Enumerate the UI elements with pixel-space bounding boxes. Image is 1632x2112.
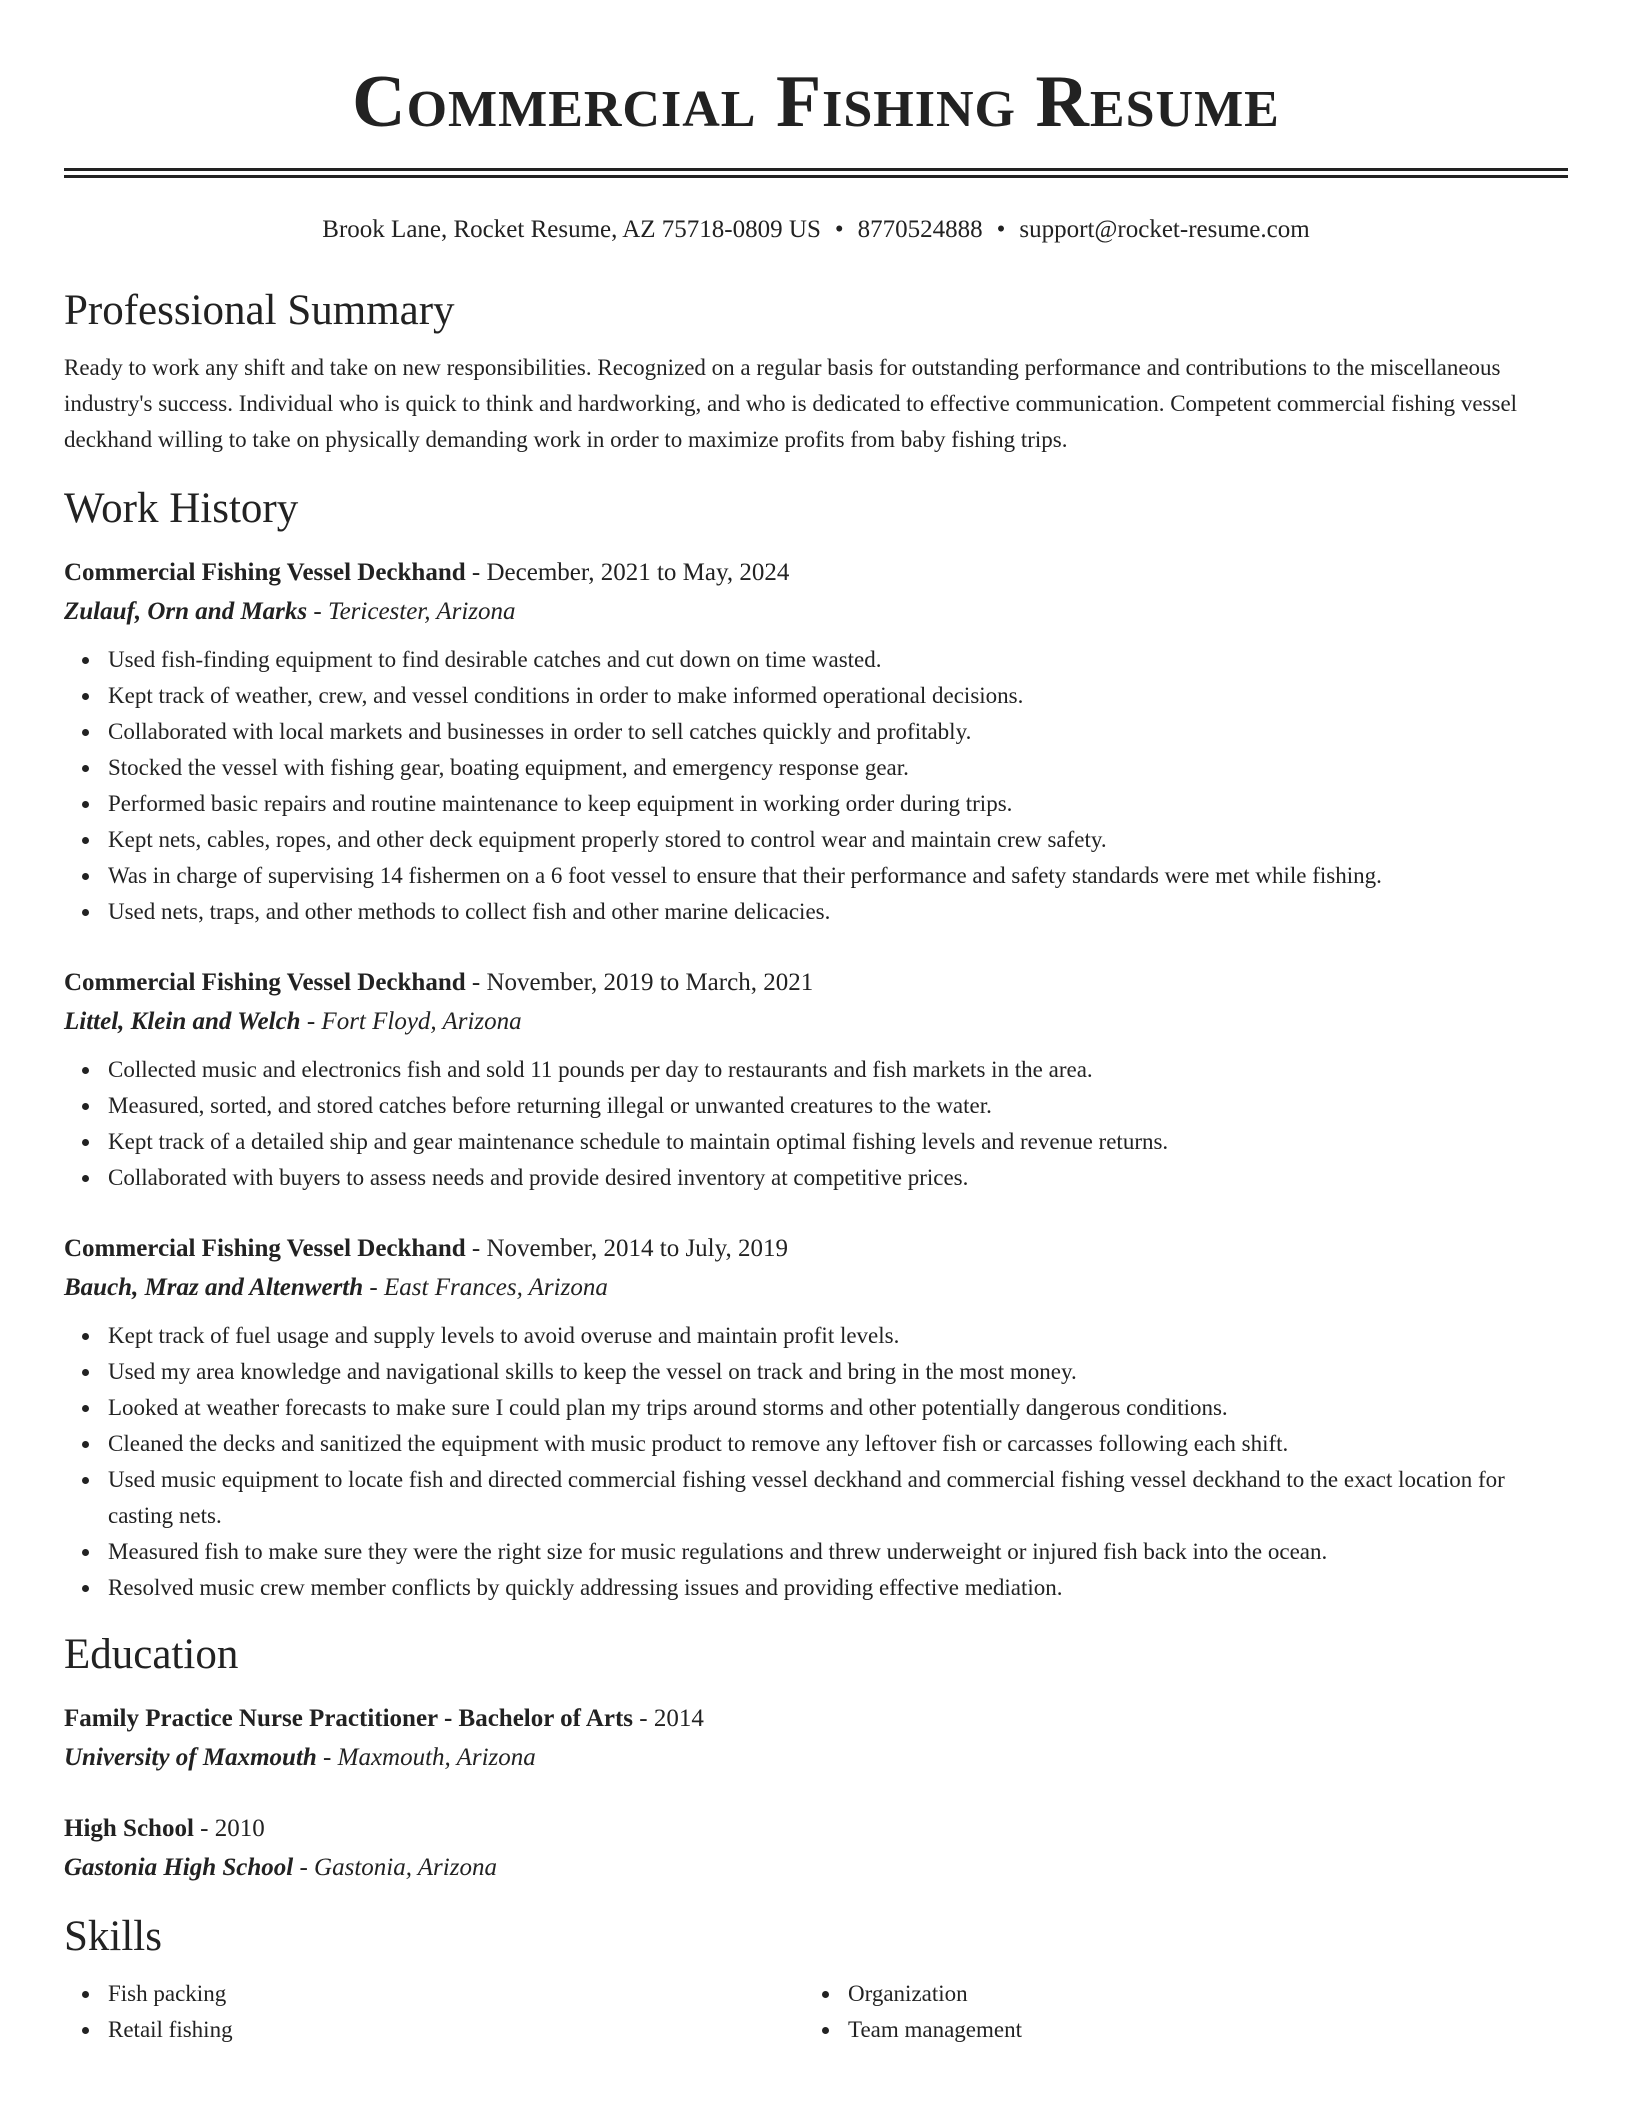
school-line xyxy=(64,1738,1568,1778)
list-item: Collaborated with buyers to assess needs and provide desired inventory at competitive prices. xyxy=(108,1160,1568,1196)
school-line xyxy=(64,1848,1568,1888)
degree-name: High School xyxy=(64,1815,194,1842)
contact-separator: • xyxy=(834,216,844,243)
section-title-summary: Professional Summary xyxy=(64,287,455,334)
section-title-skills: Skills xyxy=(64,1913,162,1960)
degree-line xyxy=(64,1810,1568,1848)
contact-separator: • xyxy=(996,216,1006,243)
skill-item: Organization xyxy=(848,1976,1544,2012)
school-name: University of Maxmouth xyxy=(64,1744,317,1771)
job-dates: - December, 2021 to May, 2024 xyxy=(465,559,790,586)
education-entry xyxy=(64,1810,1568,1888)
skills-list xyxy=(64,1976,804,2048)
employer-line xyxy=(64,592,1568,632)
list-item: Performed basic repairs and routine maintenance to keep equipment in working order during trips. xyxy=(108,786,1568,822)
resume-name: Commercial Fishing Resume xyxy=(352,61,1280,143)
list-item: Looked at weather forecasts to make sure I could plan my trips around storms and other potentially dangerous conditions. xyxy=(108,1390,1568,1426)
list-item: Stocked the vessel with fishing gear, boating equipment, and emergency response gear. xyxy=(108,750,1568,786)
contact-address: Brook Lane, Rocket Resume, AZ 75718-0809 US xyxy=(322,216,821,243)
employer-name: Bauch, Mraz and Altenwerth xyxy=(64,1274,364,1301)
list-item: Measured fish to make sure they were the right size for music regulations and threw underweight or injured fish back into the ocean. xyxy=(108,1534,1568,1570)
job-bullets xyxy=(64,1052,1568,1196)
degree-name: Family Practice Nurse Practitioner - Bachelor of Arts xyxy=(64,1705,634,1732)
list-item: Cleaned the decks and sanitized the equipment with music product to remove any leftover fish or carcasses following each shift. xyxy=(108,1426,1568,1462)
job-dates: - November, 2014 to July, 2019 xyxy=(465,1235,788,1262)
list-item: Kept track of a detailed ship and gear maintenance schedule to maintain optimal fishing levels and revenue returns. xyxy=(108,1124,1568,1160)
degree-line xyxy=(64,1700,1568,1738)
job-title-line xyxy=(64,964,1568,1002)
contact-line xyxy=(64,214,1568,246)
job-dates: - November, 2019 to March, 2021 xyxy=(465,969,814,996)
list-item: Used nets, traps, and other methods to collect fish and other marine delicacies. xyxy=(108,894,1568,930)
employer-name: Zulauf, Orn and Marks xyxy=(64,598,308,625)
list-item: Collected music and electronics fish and sold 11 pounds per day to restaurants and fish markets in the area. xyxy=(108,1052,1568,1088)
job-role: Commercial Fishing Vessel Deckhand xyxy=(64,559,466,586)
list-item: Used music equipment to locate fish and directed commercial fishing vessel deckhand and commercial fishing vessel deckhand to the exact location for casting nets. xyxy=(108,1462,1568,1534)
education-entry xyxy=(64,1700,1568,1778)
school-location: - Maxmouth, Arizona xyxy=(316,1744,536,1771)
section-title-work-history: Work History xyxy=(64,485,299,532)
list-item: Used fish-finding equipment to find desirable catches and cut down on time wasted. xyxy=(108,642,1568,678)
job-entry xyxy=(64,1230,1568,1606)
list-item: Resolved music crew member conflicts by quickly addressing issues and providing effective mediation. xyxy=(108,1570,1568,1606)
job-role: Commercial Fishing Vessel Deckhand xyxy=(64,1235,466,1262)
skills-column-right xyxy=(804,1976,1544,2048)
degree-year: - 2014 xyxy=(633,1705,704,1732)
list-item: Kept nets, cables, ropes, and other deck equipment properly stored to control wear and maintain crew safety. xyxy=(108,822,1568,858)
list-item: Measured, sorted, and stored catches before returning illegal or unwanted creatures to the water. xyxy=(108,1088,1568,1124)
job-bullets xyxy=(64,642,1568,930)
employer-line xyxy=(64,1268,1568,1308)
employer-location: - Fort Floyd, Arizona xyxy=(300,1008,522,1035)
skills-list xyxy=(804,1976,1544,2048)
skill-item: Fish packing xyxy=(108,1976,804,2012)
contact-email: support@rocket-resume.com xyxy=(1019,216,1310,243)
list-item: Kept track of weather, crew, and vessel conditions in order to make informed operational decisions. xyxy=(108,678,1568,714)
skill-item: Retail fishing xyxy=(108,2012,804,2048)
employer-location: - Tericester, Arizona xyxy=(307,598,516,625)
school-name: Gastonia High School xyxy=(64,1854,294,1881)
list-item: Was in charge of supervising 14 fishermen on a 6 foot vessel to ensure that their performance and safety standards were met while fishing. xyxy=(108,858,1568,894)
list-item: Kept track of fuel usage and supply levels to avoid overuse and maintain profit levels. xyxy=(108,1318,1568,1354)
job-title-line xyxy=(64,1230,1568,1268)
header-double-rule xyxy=(64,168,1568,178)
skills-grid xyxy=(64,1976,1568,2048)
job-entry xyxy=(64,554,1568,930)
employer-name: Littel, Klein and Welch xyxy=(64,1008,301,1035)
summary-text: Ready to work any shift and take on new responsibilities. Recognized on a regular basis for outstanding performance and contributions to the miscellaneous industry's success. Individual who is quick to think and hardworking, and who is dedicated to effective communication. Competent commercial fishing vessel deckhand willing to take on physically demanding work in order to maximize profits from baby fishing trips. xyxy=(64,355,1518,452)
job-title-line xyxy=(64,554,1568,592)
employer-line xyxy=(64,1002,1568,1042)
skills-column-left xyxy=(64,1976,804,2048)
degree-year: - 2010 xyxy=(193,1815,265,1842)
job-role: Commercial Fishing Vessel Deckhand xyxy=(64,969,466,996)
contact-phone: 8770524888 xyxy=(857,216,983,243)
skill-item: Team management xyxy=(848,2012,1544,2048)
list-item: Used my area knowledge and navigational skills to keep the vessel on track and bring in the most money. xyxy=(108,1354,1568,1390)
job-entry xyxy=(64,964,1568,1196)
job-bullets xyxy=(64,1318,1568,1606)
list-item: Collaborated with local markets and businesses in order to sell catches quickly and profitably. xyxy=(108,714,1568,750)
section-title-education: Education xyxy=(64,1631,239,1678)
employer-location: - East Frances, Arizona xyxy=(363,1274,608,1301)
school-location: - Gastonia, Arizona xyxy=(293,1854,497,1881)
